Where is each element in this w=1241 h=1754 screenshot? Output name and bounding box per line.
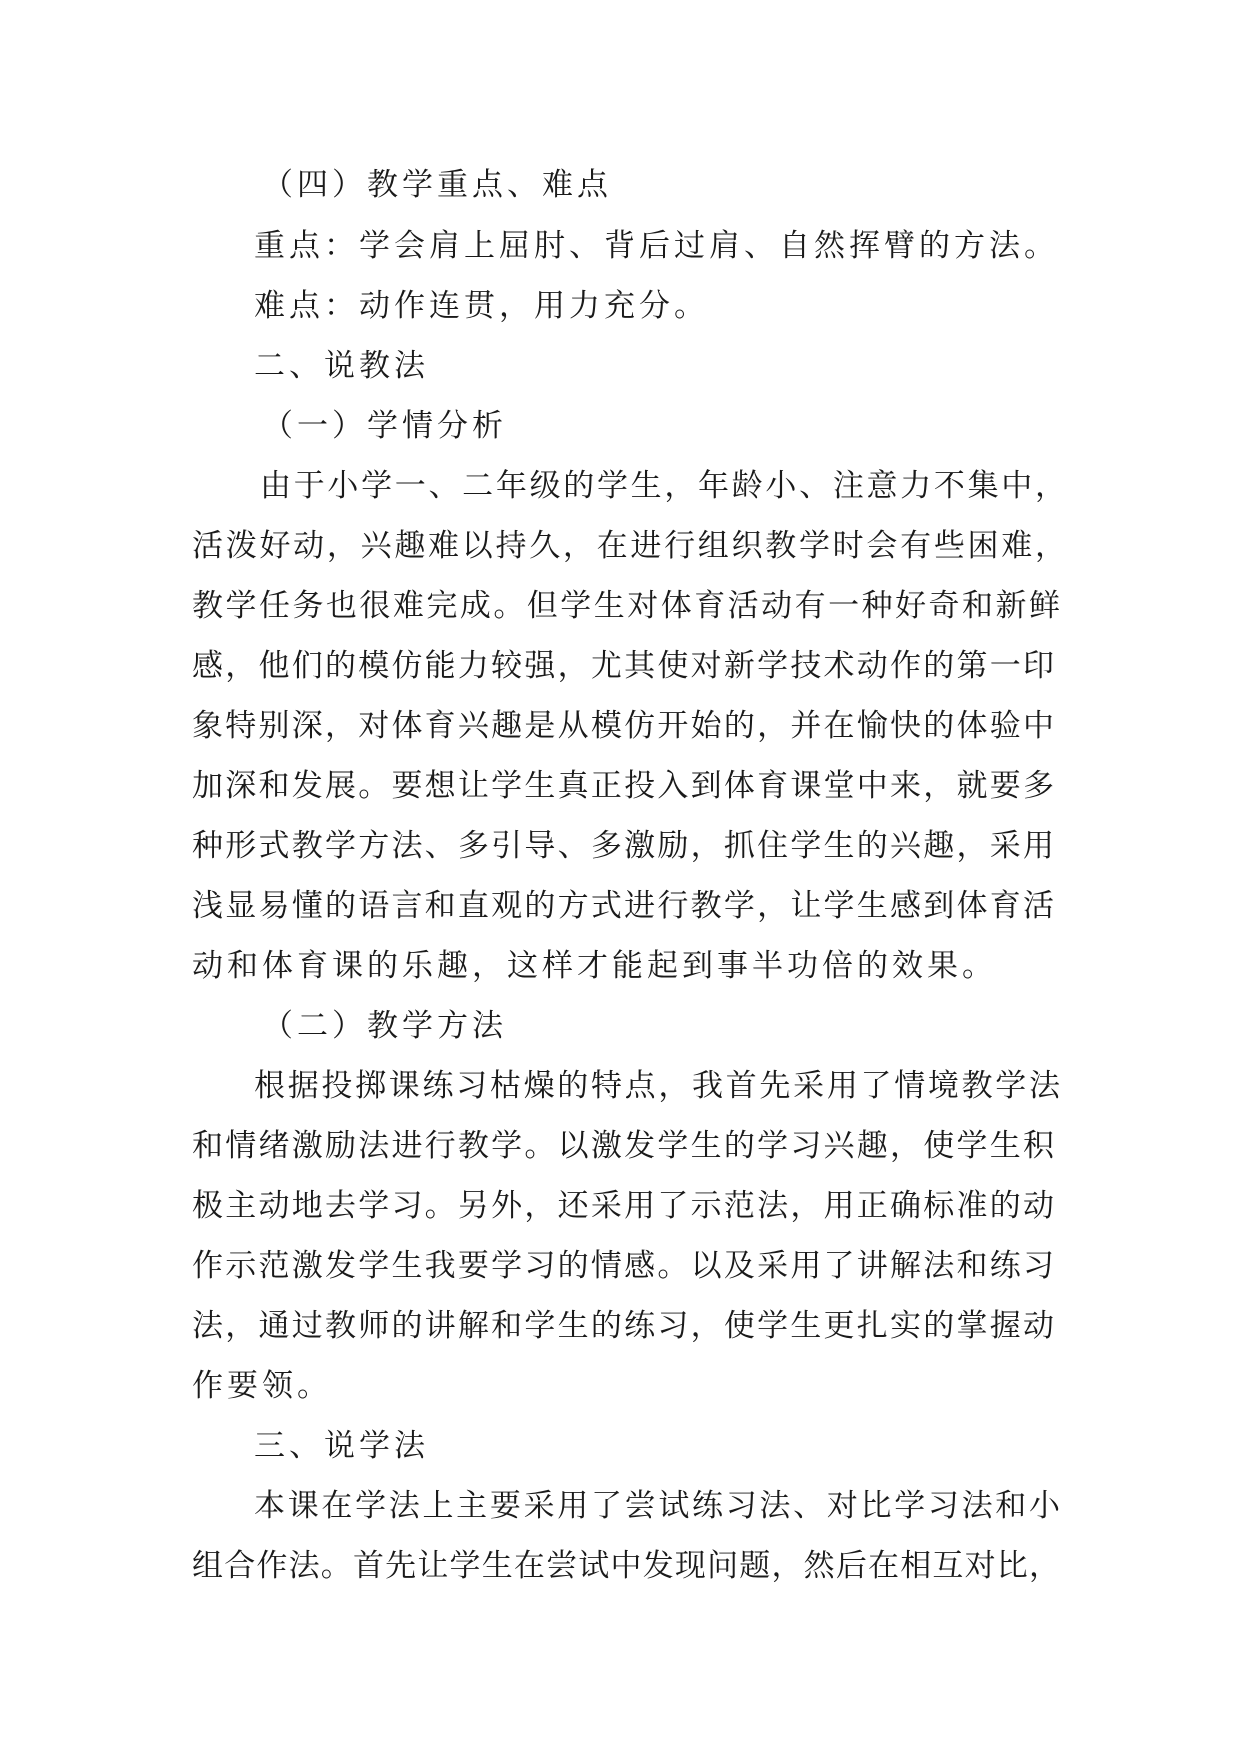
- paragraph-line: 活泼好动，兴趣难以持久，在进行组织教学时会有些困难，: [192, 528, 1066, 564]
- paragraph-line: 组合作法。首先让学生在尝试中发现问题，然后在相互对比，: [192, 1548, 1060, 1584]
- paragraph-difficulty: 难点：动作连贯，用力充分。: [254, 288, 709, 324]
- paragraph-line: 动和体育课的乐趣，这样才能起到事半功倍的效果。: [192, 948, 997, 984]
- paragraph-key-point: 重点：学会肩上屈肘、背后过肩、自然挥臂的方法。: [254, 228, 1059, 264]
- paragraph-line: 作示范激发学生我要学习的情感。以及采用了讲解法和练习: [192, 1248, 1054, 1284]
- paragraph-line: 根据投掷课练习枯燥的特点，我首先采用了情境教学法: [254, 1068, 1060, 1104]
- paragraph-line: 加深和发展。要想让学生真正投入到体育课堂中来，就要多: [192, 768, 1054, 804]
- paragraph-line: 本课在学法上主要采用了尝试练习法、对比学习法和小: [254, 1488, 1060, 1524]
- heading-learning-method: 三、说学法: [254, 1428, 429, 1464]
- paragraph-line: 感，他们的模仿能力较强，尤其使对新学技术动作的第一印: [192, 648, 1054, 684]
- paragraph-line: 和情绪激励法进行教学。以激发学生的学习兴趣，使学生积: [192, 1128, 1054, 1164]
- paragraph-line: 象特别深，对体育兴趣是从模仿开始的，并在愉快的体验中: [192, 708, 1054, 744]
- paragraph-line: 由于小学一、二年级的学生，年龄小、注意力不集中，: [260, 468, 1066, 504]
- paragraph-line: 浅显易懂的语言和直观的方式进行教学，让学生感到体育活: [192, 888, 1054, 924]
- paragraph-line: 作要领。: [192, 1368, 332, 1404]
- subheading-teaching-methods: （二）教学方法: [262, 1008, 507, 1044]
- paragraph-line: 法，通过教师的讲解和学生的练习，使学生更扎实的掌握动: [192, 1308, 1054, 1344]
- paragraph-line: 极主动地去学习。另外，还采用了示范法，用正确标准的动: [192, 1188, 1054, 1224]
- paragraph-line: 教学任务也很难完成。但学生对体育活动有一种好奇和新鲜: [192, 588, 1060, 624]
- subheading-student-analysis: （一）学情分析: [262, 408, 507, 444]
- subheading-key-points: （四）教学重点、难点: [262, 167, 612, 203]
- heading-teaching-method: 二、说教法: [254, 348, 429, 384]
- paragraph-line: 种形式教学方法、多引导、多激励，抓住学生的兴趣，采用: [192, 828, 1054, 864]
